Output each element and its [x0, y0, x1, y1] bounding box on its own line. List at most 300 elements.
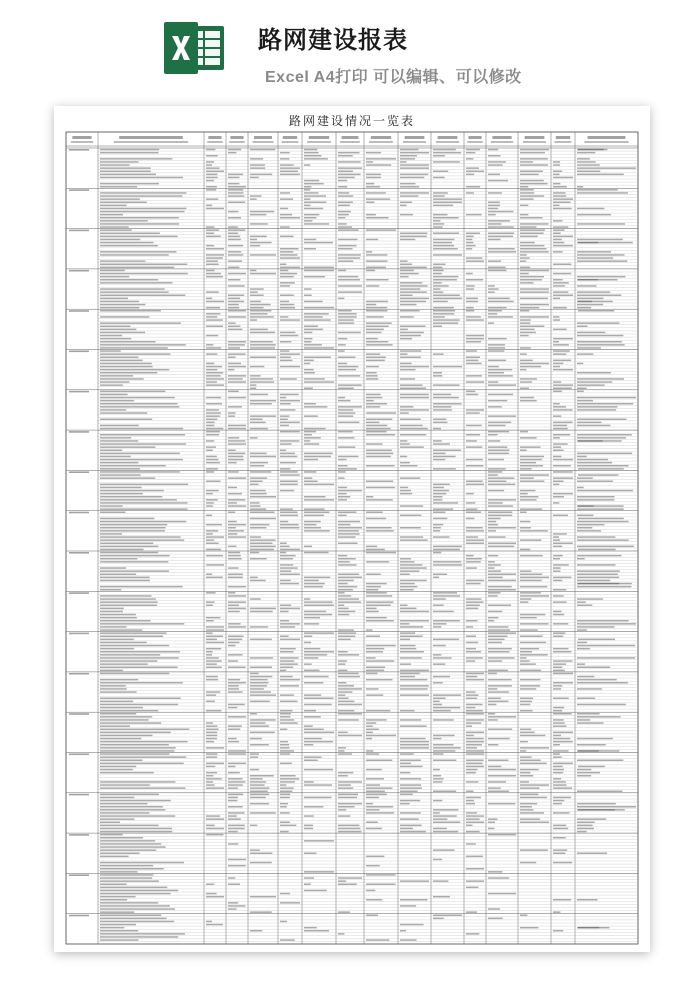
header-text: [403, 141, 426, 143]
cell-text: [304, 729, 324, 731]
cell-text: [250, 493, 267, 495]
cell-text: [520, 781, 529, 783]
cell-text: [228, 307, 239, 309]
cell-text: [304, 471, 316, 473]
cell-text: [228, 642, 239, 644]
cell-text: [433, 915, 462, 917]
cell-text: [206, 499, 218, 501]
cell-text: [520, 648, 539, 650]
cell-text: [280, 608, 300, 610]
cell-text: [520, 446, 541, 448]
cell-text: [366, 419, 392, 421]
cell-text: [553, 837, 566, 839]
cell-text: [206, 171, 224, 173]
cell-text: [228, 298, 240, 300]
cell-text: [553, 682, 573, 684]
cell-text: [433, 195, 445, 197]
cell-text: [304, 512, 329, 514]
cell-text: [520, 229, 545, 231]
cell-text: [304, 288, 312, 290]
cell-text: [228, 679, 240, 681]
cell-text: [400, 620, 429, 622]
cell-text: [520, 763, 547, 765]
cell-text: [338, 375, 360, 377]
header-text: [114, 141, 188, 143]
cell-text: [228, 608, 246, 610]
cell-text: [304, 583, 325, 585]
cell-text: [366, 608, 377, 610]
cell-text: [553, 555, 563, 557]
cell-text: [520, 592, 541, 594]
cell-text: [228, 450, 236, 452]
cell-text: [466, 738, 484, 740]
cell-text: [228, 843, 238, 845]
cell-text: [206, 384, 224, 386]
cell-text: [280, 797, 290, 799]
section-label: [69, 310, 89, 312]
cell-text: [433, 791, 456, 793]
cell-text: [338, 167, 362, 169]
cell-text: [366, 214, 376, 216]
cell-text: [400, 639, 410, 641]
cell-text: [400, 236, 427, 238]
cell-text: [553, 484, 559, 486]
cell-text: [553, 171, 562, 173]
cell-text: [366, 158, 396, 160]
cell-text: [280, 564, 293, 566]
header-text: [207, 141, 222, 143]
cell-text: [553, 685, 562, 687]
cell-text: [206, 257, 223, 259]
cell-text: [553, 186, 567, 188]
cell-text: [466, 791, 474, 793]
cell-text: [304, 301, 323, 303]
cell-text: [338, 366, 358, 368]
cell-text: [100, 412, 147, 414]
cell-text: [100, 357, 138, 359]
cell-text: [100, 871, 138, 873]
cell-text: [488, 233, 514, 235]
cell-text: [100, 794, 159, 796]
cell-text: [100, 750, 174, 752]
cell-text: [400, 186, 419, 188]
cell-text: [304, 158, 328, 160]
cell-text: [553, 391, 562, 393]
cell-text: [366, 648, 384, 650]
cell-text: [366, 719, 387, 721]
cell-text: [338, 496, 350, 498]
cell-text: [100, 670, 123, 672]
cell-text: [228, 499, 245, 501]
cell-text: [100, 149, 159, 151]
cell-text: [100, 543, 153, 545]
cell-text: [466, 171, 484, 173]
cell-text: [228, 704, 245, 706]
cell-text: [304, 663, 312, 665]
cell-text: [338, 195, 353, 197]
cell-text: [250, 853, 272, 855]
cell-text: [338, 688, 362, 690]
cell-text: [280, 663, 298, 665]
cell-text: [280, 605, 291, 607]
cell-text: [100, 880, 159, 882]
cell-text: [228, 595, 246, 597]
cell-text: [100, 598, 156, 600]
cell-text: [577, 164, 600, 166]
remark-text: [578, 474, 618, 476]
cell-text: [400, 583, 415, 585]
cell-text: [100, 626, 127, 628]
cell-text: [250, 756, 258, 758]
cell-text: [488, 688, 497, 690]
cell-text: [366, 499, 393, 501]
cell-text: [338, 397, 345, 399]
cell-text: [280, 431, 300, 433]
cell-text: [466, 391, 475, 393]
cell-text: [400, 580, 427, 582]
cell-text: [488, 660, 502, 662]
cell-text: [304, 341, 312, 343]
cell-text: [100, 177, 183, 179]
cell-text: [553, 930, 563, 932]
cell-text: [280, 512, 297, 514]
cell-text: [100, 245, 158, 247]
cell-text: [520, 775, 533, 777]
cell-text: [520, 282, 534, 284]
cell-text: [520, 660, 530, 662]
cell-text: [100, 167, 151, 169]
cell-text: [553, 264, 571, 266]
cell-text: [466, 744, 482, 746]
cell-text: [250, 744, 269, 746]
cell-text: [228, 195, 244, 197]
cell-text: [338, 806, 355, 808]
cell-text: [280, 409, 295, 411]
cell-text: [520, 257, 530, 259]
cell-text: [433, 530, 440, 532]
cell-text: [400, 685, 429, 687]
cell-text: [338, 437, 354, 439]
cell-text: [100, 446, 155, 448]
cell-text: [553, 735, 561, 737]
cell-text: [488, 459, 504, 461]
cell-text: [400, 636, 423, 638]
cell-text: [206, 636, 223, 638]
cell-text: [577, 716, 621, 718]
cell-text: [366, 174, 381, 176]
cell-text: [100, 350, 121, 352]
cell-text: [280, 198, 293, 200]
cell-text: [433, 406, 451, 408]
cell-text: [100, 242, 153, 244]
cell-text: [100, 639, 134, 641]
cell-text: [100, 521, 186, 523]
cell-text: [228, 877, 235, 879]
cell-text: [400, 567, 427, 569]
cell-text: [100, 605, 157, 607]
cell-text: [520, 623, 549, 625]
cell-text: [366, 797, 379, 799]
cell-text: [488, 425, 506, 427]
cell-text: [520, 654, 548, 656]
cell-text: [488, 316, 513, 318]
cell-text: [400, 174, 428, 176]
cell-text: [400, 285, 428, 287]
cell-text: [250, 694, 276, 696]
cell-text: [520, 794, 538, 796]
cell-text: [206, 667, 222, 669]
cell-text: [433, 171, 448, 173]
cell-text: [577, 772, 600, 774]
cell-text: [338, 592, 345, 594]
table-border: [66, 132, 638, 944]
cell-text: [228, 341, 246, 343]
cell-text: [488, 208, 498, 210]
cell-text: [304, 781, 314, 783]
cell-text: [366, 260, 388, 262]
cell-text: [400, 267, 427, 269]
cell-text: [488, 366, 499, 368]
section-label: [69, 351, 89, 353]
cell-text: [520, 456, 544, 458]
cell-text: [553, 558, 560, 560]
cell-text: [400, 487, 408, 489]
cell-text: [280, 710, 293, 712]
cell-text: [338, 639, 351, 641]
cell-text: [520, 316, 549, 318]
cell-text: [433, 849, 455, 851]
cell-text: [304, 267, 334, 269]
cell-text: [520, 462, 536, 464]
cell-text: [433, 654, 441, 656]
cell-text: [250, 319, 257, 321]
cell-text: [100, 527, 166, 529]
cell-text: [553, 236, 573, 238]
cell-text: [100, 877, 152, 879]
cell-text: [228, 505, 246, 507]
cell-text: [280, 394, 299, 396]
cell-text: [280, 164, 294, 166]
cell-text: [338, 558, 356, 560]
cell-text: [577, 307, 591, 309]
cell-text: [433, 753, 443, 755]
cell-text: [206, 378, 224, 380]
cell-text: [400, 332, 424, 334]
cell-text: [100, 911, 134, 913]
cell-text: [338, 406, 362, 408]
cell-text: [577, 791, 622, 793]
cell-text: [400, 310, 420, 312]
cell-text: [100, 229, 132, 231]
cell-text: [338, 422, 359, 424]
cell-text: [304, 784, 332, 786]
cell-text: [577, 158, 590, 160]
cell-text: [433, 701, 440, 703]
cell-text: [280, 214, 292, 216]
cell-text: [488, 716, 516, 718]
cell-text: [488, 415, 516, 417]
cell-text: [553, 533, 567, 535]
cell-text: [433, 800, 442, 802]
cell-text: [400, 260, 408, 262]
cell-text: [466, 409, 484, 411]
cell-text: [400, 632, 415, 634]
cell-text: [577, 487, 584, 489]
cell-text: [280, 794, 290, 796]
cell-text: [466, 527, 483, 529]
cell-text: [206, 639, 217, 641]
cell-text: [280, 744, 289, 746]
cell-text: [100, 344, 186, 346]
cell-text: [520, 276, 544, 278]
cell-text: [228, 555, 241, 557]
cell-text: [433, 353, 444, 355]
cell-text: [577, 322, 619, 324]
cell-text: [488, 431, 509, 433]
cell-text: [280, 716, 290, 718]
cell-text: [250, 667, 272, 669]
cell-text: [488, 251, 516, 253]
cell-text: [553, 536, 559, 538]
cell-text: [400, 679, 427, 681]
cell-text: [228, 229, 245, 231]
cell-text: [577, 363, 583, 365]
cell-text: [304, 152, 319, 154]
cell-text: [100, 291, 169, 293]
cell-text: [228, 685, 239, 687]
cell-text: [338, 574, 359, 576]
cell-text: [466, 350, 477, 352]
cell-text: [250, 465, 264, 467]
cell-text: [206, 738, 217, 740]
cell-text: [228, 558, 242, 560]
cell-text: [433, 453, 446, 455]
cell-text: [100, 490, 164, 492]
cell-text: [488, 769, 516, 771]
cell-text: [206, 660, 222, 662]
cell-text: [280, 778, 299, 780]
cell-text: [304, 477, 312, 479]
cell-text: [100, 366, 153, 368]
cell-text: [100, 654, 160, 656]
cell-text: [366, 341, 388, 343]
cell-text: [280, 450, 286, 452]
cell-text: [338, 654, 359, 656]
cell-text: [466, 642, 478, 644]
page-title: 路网建设报表: [258, 27, 408, 54]
cell-text: [250, 896, 276, 898]
cell-text: [304, 223, 329, 225]
cell-text: [100, 939, 138, 941]
cell-text: [304, 704, 332, 706]
cell-text: [520, 267, 530, 269]
cell-text: [488, 617, 498, 619]
cell-text: [100, 729, 189, 731]
cell-text: [488, 161, 506, 163]
cell-text: [520, 555, 543, 557]
cell-text: [100, 276, 129, 278]
cell-text: [433, 536, 449, 538]
cell-text: [553, 366, 560, 368]
cell-text: [100, 381, 129, 383]
cell-text: [553, 428, 568, 430]
cell-text: [338, 338, 347, 340]
cell-text: [466, 713, 484, 715]
cell-text: [433, 524, 443, 526]
cell-text: [100, 341, 156, 343]
cell-text: [206, 363, 214, 365]
cell-text: [553, 437, 560, 439]
cell-text: [400, 462, 410, 464]
cell-text: [100, 223, 179, 225]
cell-text: [553, 177, 573, 179]
cell-text: [577, 536, 615, 538]
cell-text: [400, 574, 410, 576]
cell-text: [228, 477, 246, 479]
cell-text: [250, 738, 262, 740]
cell-text: [228, 316, 246, 318]
cell-text: [280, 350, 289, 352]
cell-text: [553, 369, 573, 371]
cell-text: [228, 778, 243, 780]
cell-text: [553, 784, 566, 786]
cell-text: [250, 688, 264, 690]
cell-text: [366, 161, 373, 163]
section-label: [69, 673, 89, 675]
cell-text: [250, 781, 266, 783]
cell-text: [206, 344, 213, 346]
section-label: [69, 834, 89, 836]
cell-text: [400, 164, 429, 166]
cell-text: [250, 549, 274, 551]
cell-text: [280, 357, 291, 359]
cell-text: [250, 626, 268, 628]
cell-text: [553, 772, 563, 774]
cell-text: [466, 465, 484, 467]
cell-text: [280, 685, 299, 687]
cell-text: [520, 499, 537, 501]
cell-text: [100, 719, 149, 721]
cell-text: [400, 791, 418, 793]
cell-text: [433, 192, 448, 194]
cell-text: [228, 688, 239, 690]
cell-text: [100, 815, 175, 817]
cell-text: [280, 831, 289, 833]
cell-text: [228, 536, 246, 538]
cell-text: [100, 905, 170, 907]
cell-text: [400, 812, 421, 814]
cell-text: [400, 369, 415, 371]
cell-text: [577, 605, 592, 607]
cell-text: [250, 403, 272, 405]
cell-text: [433, 508, 453, 510]
cell-text: [100, 629, 142, 631]
cell-text: [338, 694, 345, 696]
cell-text: [338, 586, 357, 588]
cell-text: [577, 598, 603, 600]
cell-text: [466, 242, 473, 244]
cell-text: [228, 322, 236, 324]
cell-text: [577, 400, 593, 402]
cell-text: [206, 632, 213, 634]
cell-text: [466, 803, 475, 805]
cell-text: [250, 490, 266, 492]
cell-text: [553, 611, 562, 613]
cell-text: [100, 930, 138, 932]
cell-text: [577, 223, 625, 225]
cell-text: [304, 180, 319, 182]
cell-text: [100, 192, 186, 194]
